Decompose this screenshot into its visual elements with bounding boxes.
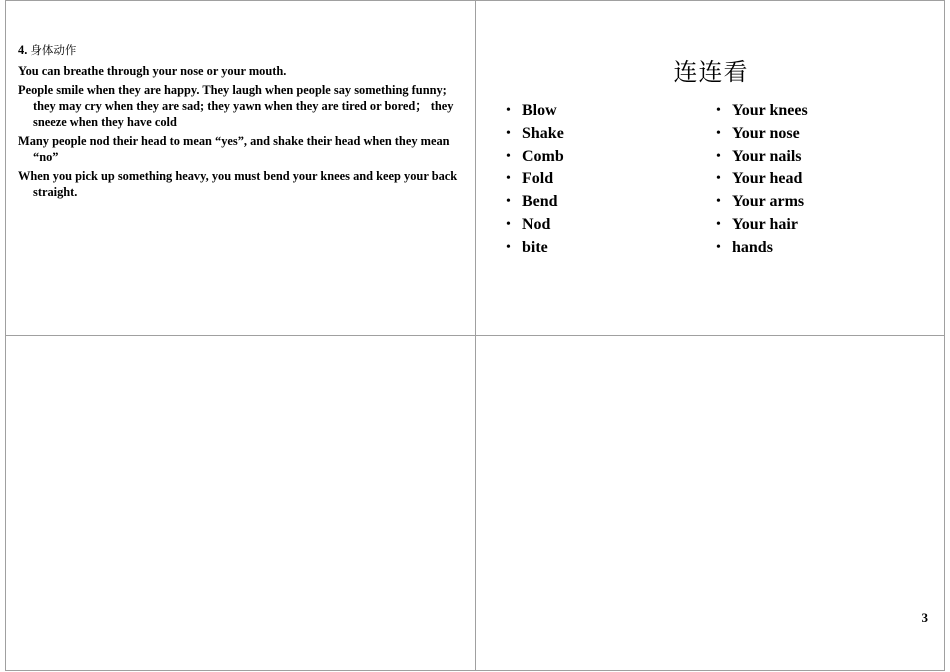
list-item: • Your nose	[716, 123, 808, 146]
heading-text: 身体动作	[30, 43, 77, 57]
body-part-list	[716, 100, 808, 260]
center-divider	[475, 0, 476, 671]
list-item: • Comb	[506, 146, 564, 169]
right-border	[944, 0, 945, 671]
list-item: • hands	[716, 237, 808, 260]
bullet-icon: •	[506, 148, 511, 164]
bullet-icon: •	[716, 103, 721, 118]
list-item: • Your knees	[716, 100, 808, 123]
paragraph-breathe: You can breathe through your nose or your mouth.	[18, 64, 287, 78]
list-item: • Your nails	[716, 146, 808, 169]
paragraph-emotions: People smile when they are happy. They laugh when people say something funny; they may cry when they are sad; they yawn when they are tired or bored； they sneeze when they have cold	[18, 83, 454, 129]
paragraph-nod-shake: Many people nod their head to mean “yes”, and shake their head when they mean “no”	[18, 134, 450, 164]
bullet-icon: •	[716, 125, 721, 141]
left-border	[5, 0, 6, 671]
verb-list	[506, 100, 564, 260]
bullet-icon: •	[506, 103, 511, 118]
match-title: 连连看	[673, 58, 749, 86]
bullet-icon: •	[506, 171, 511, 187]
bullet-icon: •	[716, 194, 721, 210]
slide-body-actions	[18, 42, 458, 203]
list-item: • Nod	[506, 214, 564, 237]
bullet-icon: •	[716, 171, 721, 187]
page-number: 3	[921, 610, 928, 625]
bullet-icon: •	[506, 239, 511, 255]
bullet-icon: •	[506, 125, 511, 141]
bullet-icon: •	[716, 148, 721, 164]
bullet-icon: •	[506, 194, 511, 210]
list-item: • bite	[506, 237, 564, 260]
heading-number: 4.	[18, 43, 28, 57]
list-item: • Fold	[506, 168, 564, 191]
slide-heading	[18, 42, 458, 58]
list-item: • Your arms	[716, 191, 808, 214]
bullet-icon: •	[506, 216, 511, 232]
bullet-icon: •	[716, 216, 721, 232]
list-item: • Blow	[506, 100, 564, 123]
list-item: • Your head	[716, 168, 808, 191]
list-item: • Shake	[506, 123, 564, 146]
list-item: • Your hair	[716, 214, 808, 237]
paragraph-lifting: When you pick up something heavy, you must bend your knees and keep your back straight.	[18, 169, 458, 199]
list-item: • Bend	[506, 191, 564, 214]
bullet-icon: •	[716, 239, 721, 255]
